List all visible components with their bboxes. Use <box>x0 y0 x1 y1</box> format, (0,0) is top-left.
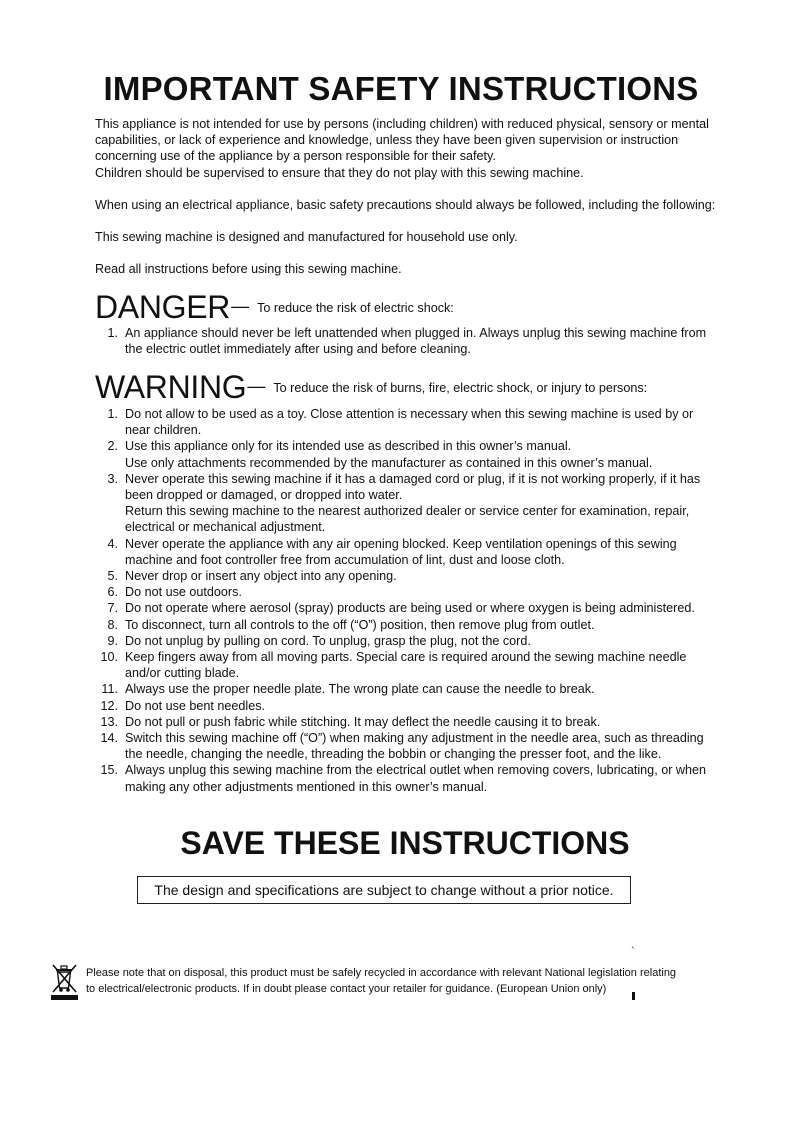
list-item <box>95 633 715 649</box>
list-item <box>95 471 715 536</box>
list-item <box>95 714 715 730</box>
intro-paragraph: When using an electrical appliance, basic safety precautions should always be followed, including the following: <box>95 197 716 212</box>
item-number: 13. <box>100 714 118 729</box>
list-item <box>95 698 715 714</box>
danger-subtitle: To reduce the risk of electric shock: <box>257 301 454 315</box>
intro-block <box>95 116 725 277</box>
list-item <box>95 406 715 438</box>
disposal-line: Please note that on disposal, this product must be safely recycled in accordance with relevant National legislation relating <box>86 967 677 979</box>
intro-paragraph: Children should be supervised to ensure that they do not play with this sewing machine. <box>95 165 584 180</box>
warning-heading <box>95 369 647 406</box>
save-instructions-heading: SAVE THESE INSTRUCTIONS <box>180 825 630 861</box>
intro-paragraph: Read all instructions before using this sewing machine. <box>95 262 402 277</box>
item-number: 10. <box>100 650 118 665</box>
item-continuation: Return this sewing machine to the nearest authorized dealer or service center for examination, repair, electrical or mechanical adjustment. <box>125 504 690 535</box>
item-text: Do not allow to be used as a toy. Close attention is necessary when this sewing machine is used by or near children. <box>125 407 694 438</box>
intro-paragraph: This sewing machine is designed and manufactured for household use only. <box>95 230 518 245</box>
list-item <box>95 438 715 470</box>
item-text: Never operate this sewing machine if it has a damaged cord or plug, if it is not working properly, if it has been dropped or damaged, or dropped into water. <box>125 471 701 503</box>
item-number: 14. <box>100 731 118 746</box>
item-text: Always use the proper needle plate. The wrong plate can cause the needle to break. <box>125 682 595 697</box>
danger-dash: — <box>231 296 250 316</box>
item-number: 1. <box>107 407 118 421</box>
item-text: Do not unplug by pulling on cord. To unplug, grasp the plug, not the cord. <box>125 633 531 648</box>
specification-notice: The design and specifications are subject to change without a prior notice. <box>137 876 631 904</box>
item-number: 6. <box>107 585 118 600</box>
item-text: Use this appliance only for its intended use as described in this owner’s manual. <box>125 439 572 454</box>
item-text: Do not use bent needles. <box>125 698 266 713</box>
warning-label: WARNING <box>95 369 247 405</box>
item-continuation: Use only attachments recommended by the manufacturer as contained in this owner’s manual. <box>125 455 653 470</box>
disposal-line: to electrical/electronic products. If in doubt please contact your retailer for guidance. (European Union only) <box>86 983 607 995</box>
item-text: Do not pull or push fabric while stitching. It may deflect the needle causing it to break. <box>125 714 601 729</box>
list-item <box>95 681 715 697</box>
item-number: 8. <box>107 617 118 632</box>
intro-paragraph: This appliance is not intended for use by persons (including children) with reduced physical, sensory or mental capabilities, or lack of experience and knowledge, unless they have been given supervision or instruction concerning use of the appliance by a person responsible for their safety. <box>95 117 709 164</box>
item-number: 11. <box>101 682 118 697</box>
item-number: 9. <box>107 633 118 648</box>
list-item <box>95 584 715 600</box>
page-title: IMPORTANT SAFETY INSTRUCTIONS <box>103 70 699 107</box>
list-item <box>95 649 715 681</box>
item-number: 5. <box>107 569 118 584</box>
list-item <box>95 600 715 616</box>
list-item <box>95 730 715 762</box>
list-item <box>95 617 715 633</box>
item-number: 7. <box>107 601 118 616</box>
item-text: Always unplug this sewing machine from the electrical outlet when removing covers, lubricating, or when making any other adjustments mentioned in this owner’s manual. <box>125 763 706 794</box>
warning-subtitle: To reduce the risk of burns, fire, electric shock, or injury to persons: <box>273 381 648 395</box>
crossed-out-wheelie-bin-icon <box>50 962 80 1002</box>
item-text: An appliance should never be left unattended when plugged in. Always unplug this sewing machine from the electric outlet immediately after using and before cleaning. <box>125 326 707 357</box>
item-text: Never drop or insert any object into any opening. <box>125 569 397 584</box>
item-number: 4. <box>107 536 118 551</box>
item-number: 1. <box>107 326 118 340</box>
list-item <box>95 325 715 357</box>
print-mark-bar <box>632 992 635 1000</box>
print-mark: ` <box>631 946 635 958</box>
danger-label: DANGER <box>95 289 231 325</box>
item-text: Switch this sewing machine off (“O”) when making any adjustment in the needle area, such as threading the needle, changing the needle, threading the bobbin or changing the presser foot, and the like. <box>125 731 704 762</box>
item-text: Never operate the appliance with any air opening blocked. Keep ventilation openings of this sewing machine and foot controller free from accumulation of lint, dust and loose cloth. <box>125 536 677 567</box>
disposal-note <box>86 965 766 997</box>
list-item <box>95 762 715 794</box>
item-number: 2. <box>107 439 118 454</box>
item-text: To disconnect, turn all controls to the off (“O”) position, then remove plug from outlet. <box>125 617 595 632</box>
list-item <box>95 536 715 568</box>
item-number: 15. <box>100 763 118 778</box>
item-text: Keep fingers away from all moving parts. Special care is required around the sewing machine needle and/or cutting blade. <box>125 650 687 681</box>
danger-list <box>95 325 715 357</box>
item-text: Do not operate where aerosol (spray) products are being used or where oxygen is being administered. <box>125 601 695 616</box>
list-item <box>95 568 715 584</box>
warning-list <box>95 406 715 795</box>
item-number: 12. <box>100 698 118 713</box>
danger-heading <box>95 289 454 326</box>
item-number: 3. <box>107 471 118 486</box>
warning-dash: — <box>247 376 266 396</box>
item-text: Do not use outdoors. <box>125 585 242 600</box>
